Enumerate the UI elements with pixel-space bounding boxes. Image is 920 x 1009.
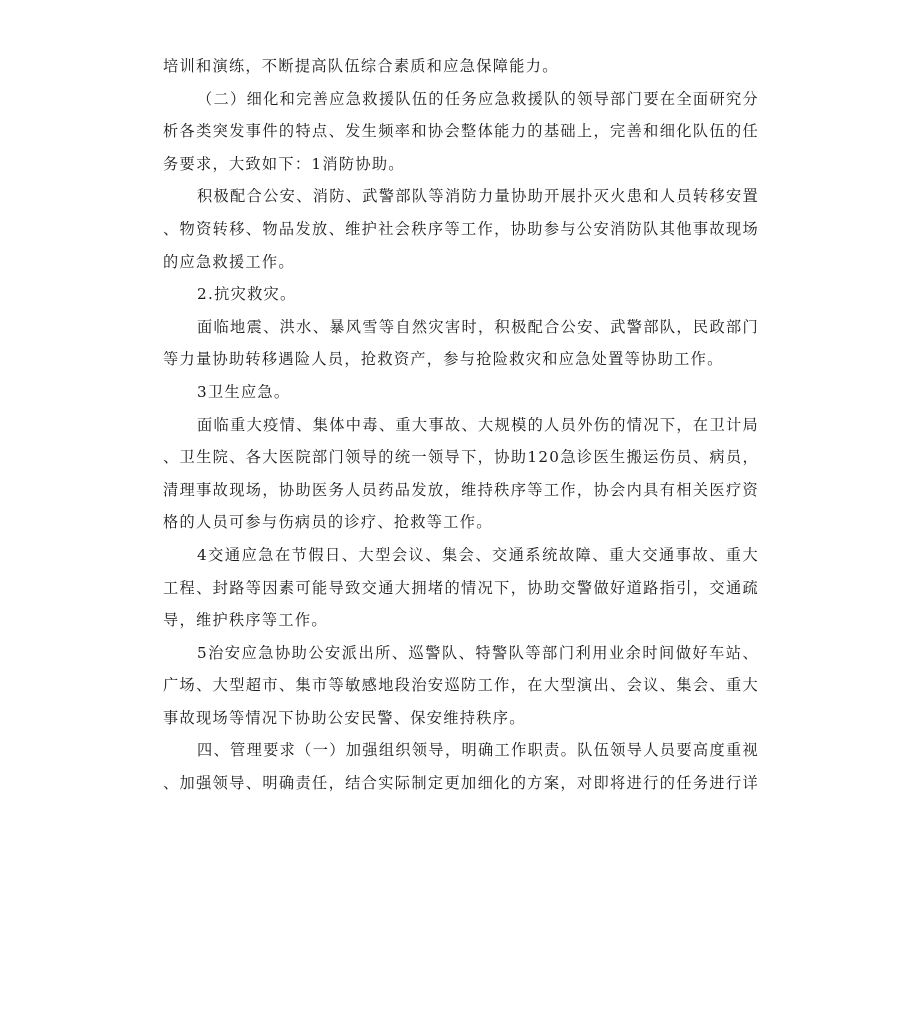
text-line: 2.抗灾救灾。 — [197, 285, 297, 304]
text-line: 面临地震、洪水、暴风雪等自然灾害时，积极配合公安、武警部队，民政部门 — [197, 317, 759, 336]
text-line: 面临重大疫情、集体中毒、重大事故、大规模的人员外伤的情况下，在卫计局 — [197, 415, 759, 434]
text-line: 的应急救援工作。 — [163, 252, 295, 271]
text-line: 四、管理要求（一）加强组织领导，明确工作职责。队伍领导人员要高度重视 — [197, 741, 759, 760]
text-line: 导，维护秩序等工作。 — [163, 611, 328, 630]
text-line: 等力量协助转移遇险人员，抢救资产，参与抢险救灾和应急处置等协助工作。 — [163, 350, 724, 369]
text-line: 4交通应急在节假日、大型会议、集会、交通系统故障、重大交通事故、重大 — [197, 545, 759, 564]
text-line: 事故现场等情况下协助公安民警、保安维持秩序。 — [163, 708, 526, 727]
document-body — [163, 50, 759, 800]
text-line: 广场、大型超市、集市等敏感地段治安巡防工作，在大型演出、会议、集会、重大 — [163, 676, 759, 695]
text-line: 、物资转移、物品发放、维护社会秩序等工作，协助参与公安消防队其他事故现场 — [163, 219, 759, 238]
text-line: 清理事故现场，协助医务人员药品发放，维持秩序等工作，协会内具有相关医疗资 — [163, 480, 759, 499]
text-line: 析各类突发事件的特点、发生频率和协会整体能力的基础上，完善和细化队伍的任 — [163, 122, 759, 141]
text-line: 培训和演练，不断提高队伍综合素质和应急保障能力。 — [163, 57, 559, 75]
text-line: 积极配合公安、消防、武警部队等消防力量协助开展扑灭火患和人员转移安置 — [197, 187, 759, 206]
text-line: 、卫生院、各大医院部门领导的统一领导下，协助120急诊医生搬运伤员、病员， — [163, 448, 759, 467]
text-line: 格的人员可参与伤病员的诊疗、抢救等工作。 — [163, 513, 493, 532]
text-line: （二）细化和完善应急救援队伍的任务应急救援队的领导部门要在全面研究分 — [197, 89, 759, 108]
text-line: 5治安应急协助公安派出所、巡警队、特警队等部门利用业余时间做好车站、 — [197, 643, 759, 662]
text-line: 工程、封路等因素可能导致交通大拥堵的情况下，协助交警做好道路指引，交通疏 — [163, 578, 759, 597]
text-line: 3卫生应急。 — [197, 382, 291, 401]
text-line: 务要求，大致如下：1消防协助。 — [163, 154, 405, 173]
text-line: 、加强领导、明确责任，结合实际制定更加细化的方案，对即将进行的任务进行详 — [163, 774, 759, 793]
